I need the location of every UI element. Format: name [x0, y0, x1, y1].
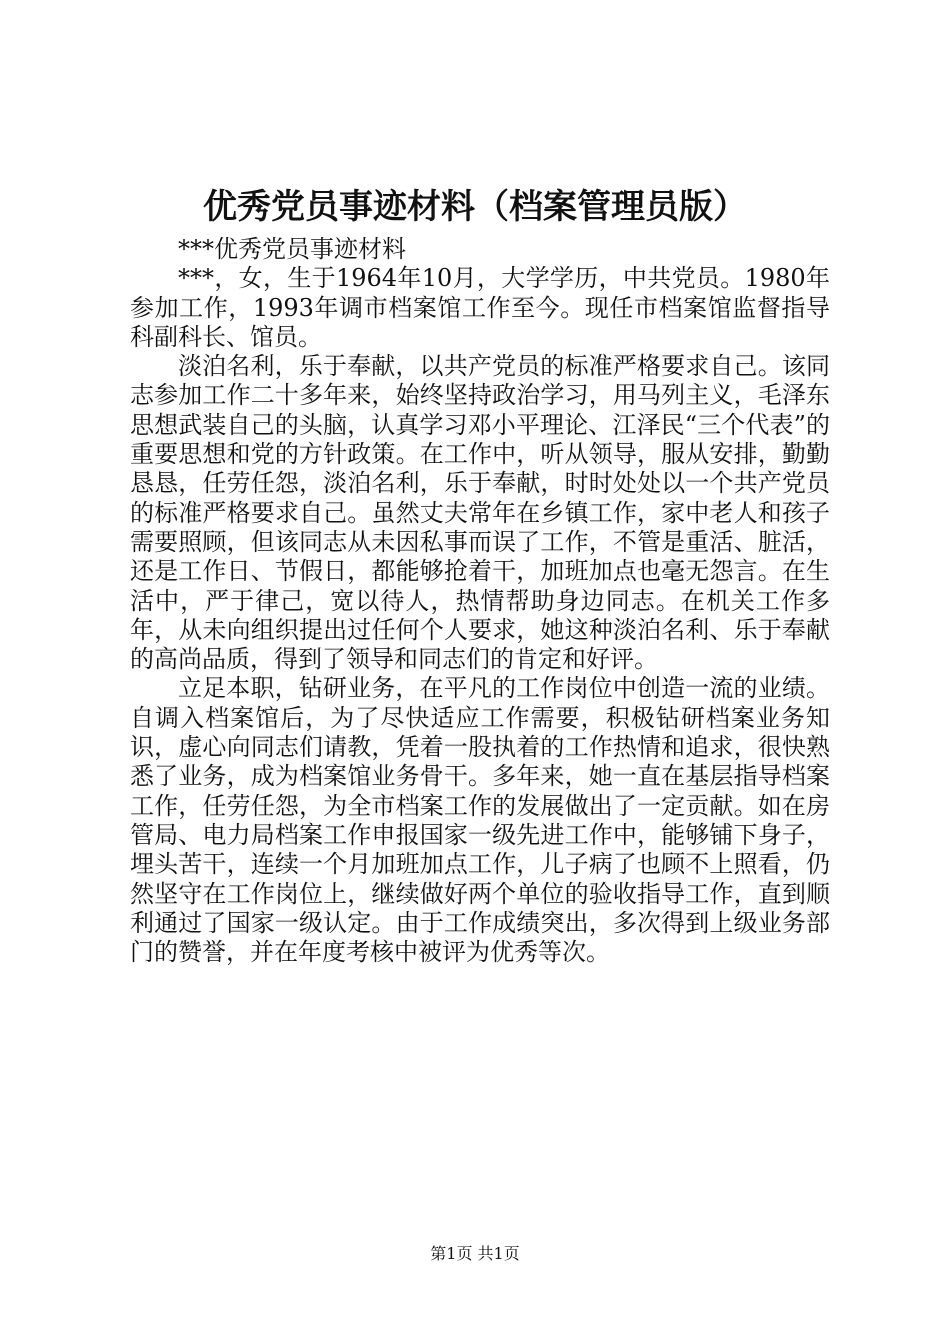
document-body: [130, 235, 830, 967]
document-title: 优秀党员事迹材料（档案管理员版）: [203, 187, 747, 227]
body-paragraph: ***优秀党员事迹材料: [178, 235, 406, 263]
body-paragraph: 淡泊名利，乐于奉献，以共产党员的标准严格要求自己。该同志参加工作二十多年来，始终坚持政治学习，用马列主义，毛泽东思想武装自己的头脑，认真学习邓小平理论、江泽民“三个代表”的重要思想和党的方针政策。在工作中，听从领导，服从安排，勤勤恳恳，任劳任怨，淡泊名利，乐于奉献，时时处处以一个共产党员的标准严格要求自己。虽然丈夫常年在乡镇工作，家中老人和孩子需要照顾，但该同志从未因私事而误了工作，不管是重活、脏活，还是工作日、节假日，都能够抢着干，加班加点也毫无怨言。在生活中，严于律己，宽以待人，热情帮助身边同志。在机关工作多年，从未向组织提出过任何个人要求，她这种淡泊名利、乐于奉献的高尚品质，得到了领导和同志们的肯定和好评。: [130, 352, 830, 674]
body-paragraph: ***，女，生于1964年10月，大学学历，中共党员。1980年参加工作，1993年调市档案馆工作至今。现任市档案馆监督指导科副科长、馆员。: [130, 264, 830, 351]
body-paragraph: 立足本职，钻研业务，在平凡的工作岗位中创造一流的业绩。自调入档案馆后，为了尽快适应工作需要，积极钻研档案业务知识，虚心向同志们请教，凭着一股执着的工作热情和追求，很快熟悉了业务，成为档案馆业务骨干。多年来，她一直在基层指导档案工作，任劳任怨，为全市档案工作的发展做出了一定贡献。如在房管局、电力局档案工作申报国家一级先进工作中，能够铺下身子，埋头苦干，连续一个月加班加点工作，儿子病了也顾不上照看，仍然坚守在工作岗位上，继续做好两个单位的验收指导工作，直到顺利通过了国家一级认定。由于工作成绩突出，多次得到上级业务部门的赞誉，并在年度考核中被评为优秀等次。: [130, 674, 830, 967]
page-footer: 第1页 共1页: [430, 1244, 520, 1263]
